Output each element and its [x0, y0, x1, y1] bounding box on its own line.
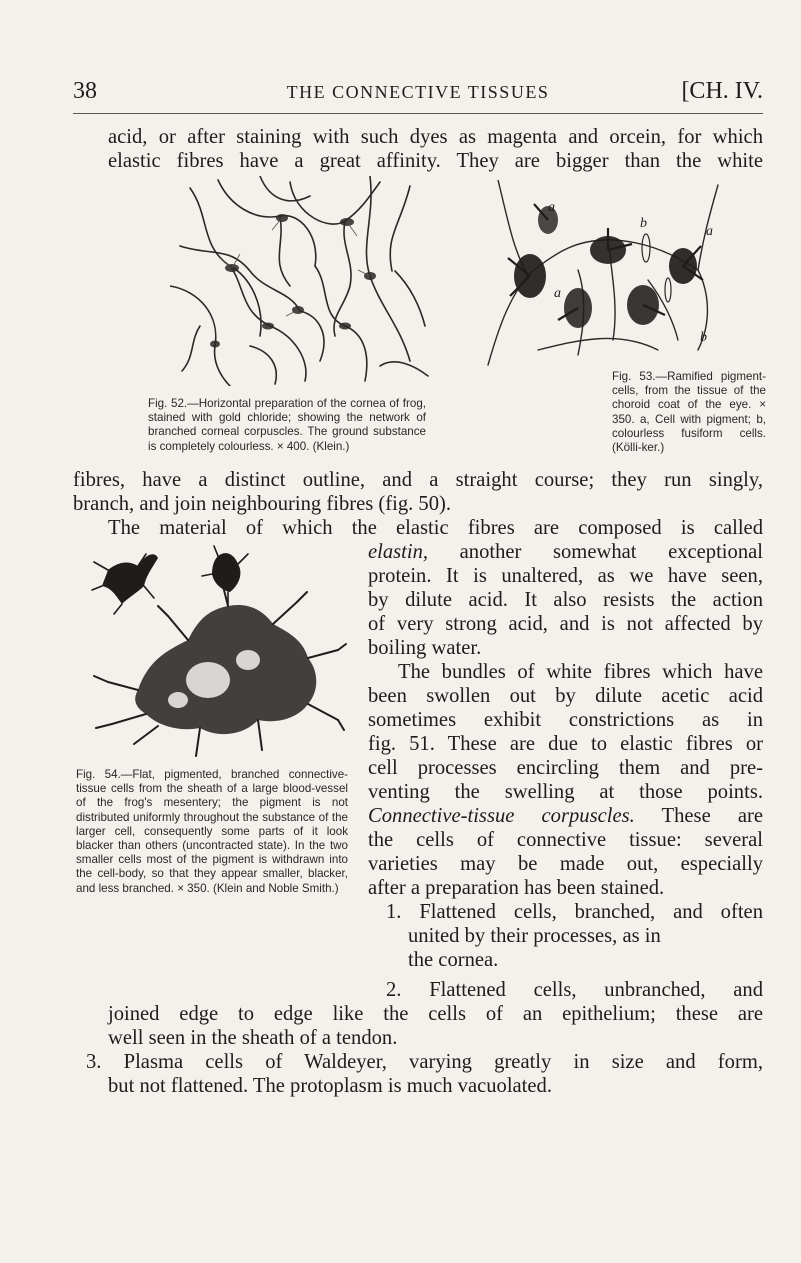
body-line: fig. 51. These are due to elastic fibres or	[368, 733, 763, 755]
body-line: the cornea.	[408, 949, 499, 971]
fig54-illustration	[88, 540, 350, 760]
header-rule	[73, 113, 763, 114]
body-line: by dilute acid. It also resists the action	[368, 589, 763, 611]
term-connective-tissue-corpuscles: Connective-tissue corpuscles.	[368, 805, 635, 827]
running-head	[73, 78, 763, 114]
body-line: cell processes encircling them and pre-	[368, 757, 763, 779]
fig53-label-b: b	[640, 216, 647, 231]
fig53-label-a: a	[554, 286, 561, 301]
pigmented-cells-drawing	[88, 540, 350, 760]
fig52-caption: Fig. 52.—Horizontal preparation of the cornea of frog, stained with gold chloride; showing the network of branched corneal corpuscles. The ground substance is completely colourless. × 400. (Klein.)	[148, 397, 426, 453]
body-line: fibres, have a distinct outline, and a straight course; they run singly,	[73, 469, 763, 491]
list-item: 1. Flattened cells, branched, and often	[386, 901, 763, 923]
body-line: varieties may be made out, especially	[368, 853, 763, 875]
body-line: united by their processes, as in	[408, 925, 661, 947]
body-line: branch, and join neighbouring fibres (fig. 50).	[73, 493, 452, 515]
running-title: THE CONNECTIVE TISSUES	[286, 82, 550, 102]
body-line: The material of which the elastic fibres are composed is called	[108, 517, 763, 539]
body-line: elastic fibres have a great affinity. They are bigger than the white	[108, 150, 763, 172]
list-item: 3. Plasma cells of Waldeyer, varying greatly in size and form,	[86, 1051, 763, 1073]
body-line: The bundles of white fibres which have	[398, 661, 763, 683]
body-line: of very strong acid, and is not affected by	[368, 613, 763, 635]
body-line: Connective-tissue corpuscles. These are	[368, 805, 763, 827]
body-line: the cells of connective tissue: several	[368, 829, 763, 851]
body-line: acid, or after staining with such dyes as magenta and orcein, for which	[108, 126, 763, 148]
body-line: sometimes exhibit constrictions as in	[368, 709, 763, 731]
page-number: 38	[73, 78, 97, 104]
body-line: but not flattened. The protoplasm is much vacuolated.	[108, 1075, 552, 1097]
chapter-label: [CH. IV.	[681, 78, 763, 104]
fig54-caption: Fig. 54.—Flat, pigmented, branched connective-tissue cells from the sheath of a large blood-vessel of the frog's mesentery; the pigment is not distributed uniformly throughout the substance of the larger cell, consequently some parts of it look blacker than others (uncontracted state). In the two smaller cells most of the pigment is withdrawn into the cell-body, so that they appear smaller, blacker, and less branched. × 350. (Klein and Noble Smith.)	[76, 768, 348, 895]
fig53-label-a: a	[548, 200, 555, 215]
body-line: been swollen out by dilute acetic acid	[368, 685, 763, 707]
cornea-corpuscles-drawing	[170, 176, 430, 386]
body-line: after a preparation has been stained.	[368, 877, 665, 899]
fig53-label-a: a	[706, 224, 713, 239]
body-line: boiling water.	[368, 637, 482, 659]
fig53-illustration	[468, 180, 748, 370]
body-line: well seen in the sheath of a tendon.	[108, 1027, 398, 1049]
term-elastin: elastin,	[368, 541, 429, 563]
body-line: protein. It is unaltered, as we have seen,	[368, 565, 763, 587]
list-item: 2. Flattened cells, unbranched, and	[386, 979, 763, 1001]
body-line: joined edge to edge like the cells of an epithelium; these are	[108, 1003, 763, 1025]
body-line: elastin, another somewhat exceptional	[368, 541, 763, 563]
fig53-label-b: b	[700, 330, 707, 345]
body-line: venting the swelling at those points.	[368, 781, 763, 803]
fig53-caption: Fig. 53.—Ramified pigment-cells, from the tissue of the choroid coat of the eye. × 350. a, Cell with pigment; b, colourless fusiform cells. (Kölli-ker.)	[612, 370, 766, 455]
fig52-illustration	[170, 176, 430, 386]
